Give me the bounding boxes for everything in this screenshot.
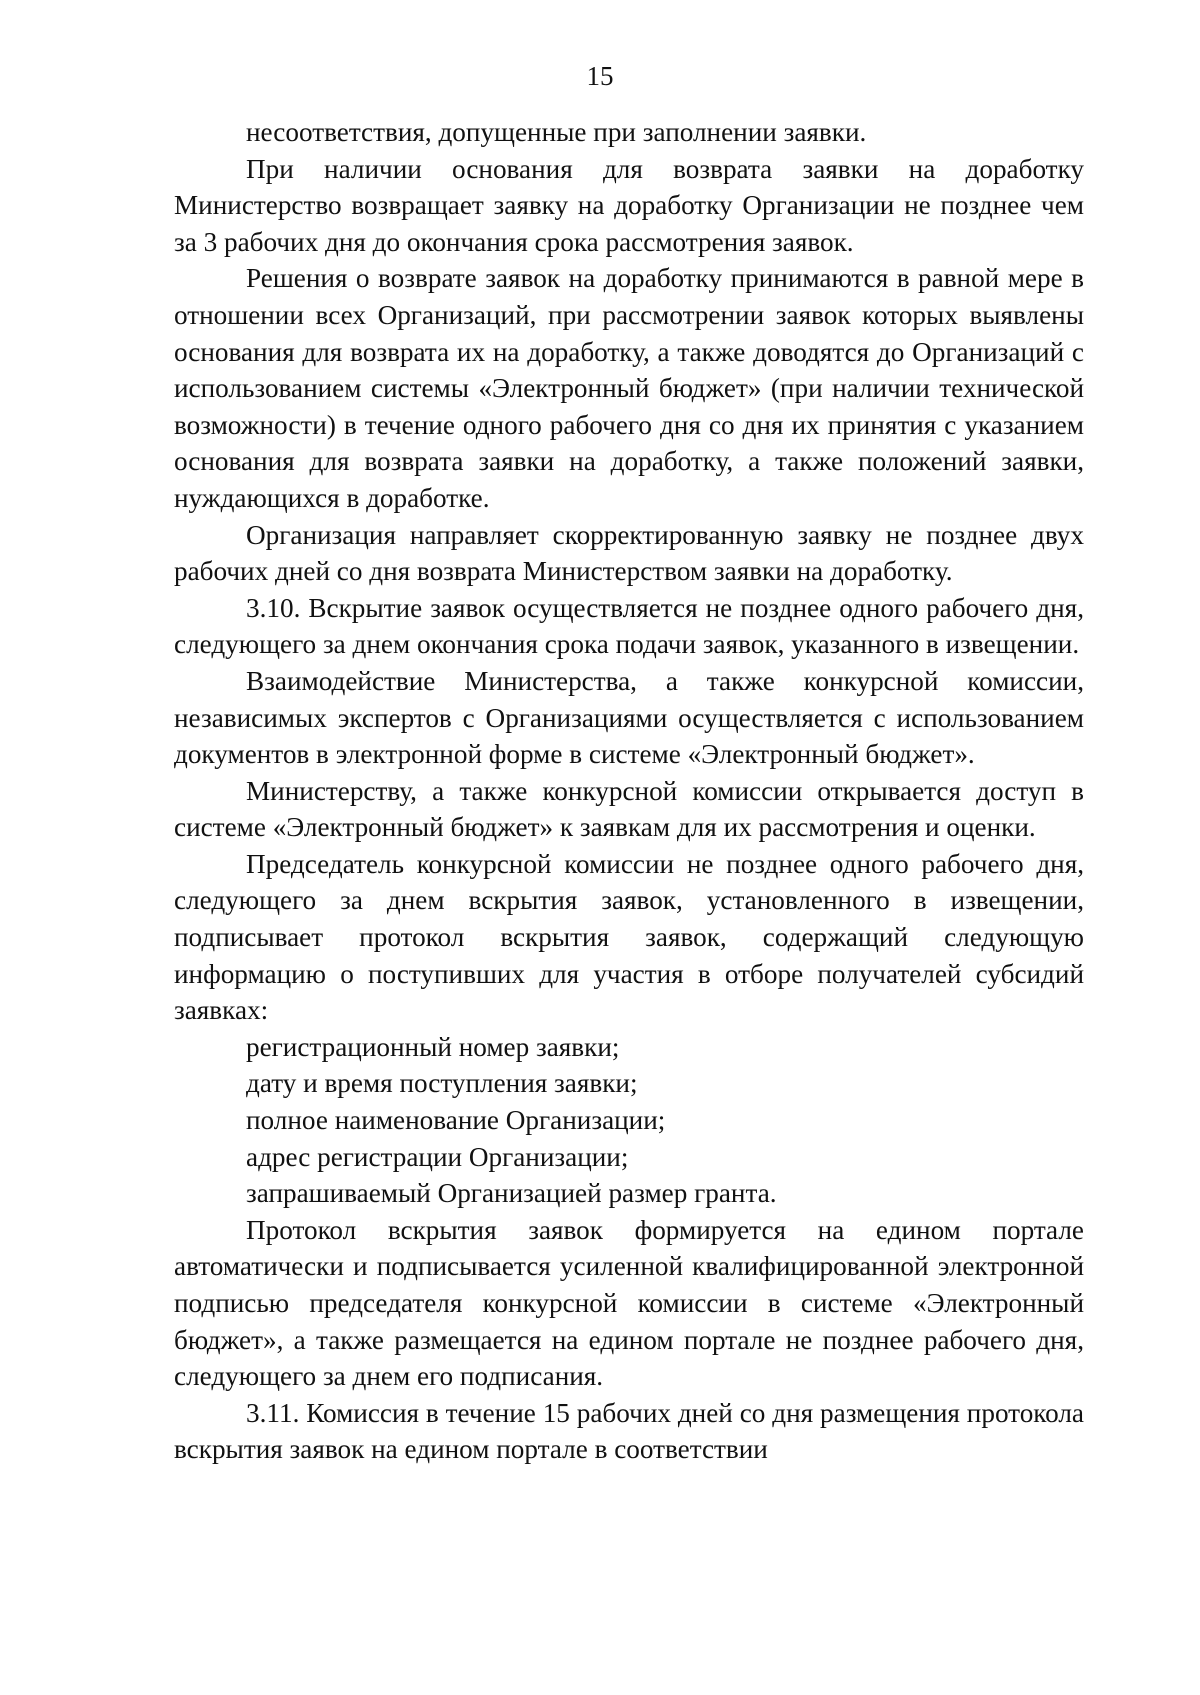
paragraph-section-3-10: 3.10. Вскрытие заявок осуществляется не позднее одного рабочего дня, следующего за днем окончания срока подачи заявок, указанного в извещении. — [174, 592, 1084, 660]
list-item: регистрационный номер заявки; — [246, 1031, 620, 1062]
list-item: запрашиваемый Организацией размер гранта. — [246, 1178, 777, 1209]
document-body — [174, 114, 1084, 1468]
paragraph-section-3-11: 3.11. Комиссия в течение 15 рабочих дней со дня размещения протокола вскрытия заявок на едином портале в соответствии — [174, 1397, 1084, 1465]
paragraph: Организация направляет скорректированную заявку не позднее двух рабочих дней со дня возврата Министерством заявки на доработку. — [174, 519, 1084, 587]
paragraph: Решения о возврате заявок на доработку принимаются в равной мере в отношении всех Организаций, при рассмотрении заявок которых выявлены основания для возврата их на доработку, а также доводятся до Организаций с использованием системы «Электронный бюджет» (при наличии технической возможности) в течение одного рабочего дня со дня их принятия с указанием основания для возврата заявки на доработку, а также положений заявки, нуждающихся в доработке. — [174, 263, 1084, 513]
paragraph: Протокол вскрытия заявок формируется на едином портале автоматически и подписывается усиленной квалифицированной электронной подписью председателя конкурсной комиссии в системе «Электронный бюджет», а также размещается на едином портале не позднее рабочего дня, следующего за днем его подписания. — [174, 1214, 1084, 1392]
page-number: 15 — [586, 61, 614, 91]
paragraph: Председатель конкурсной комиссии не позднее одного рабочего дня, следующего за днем вскрытия заявок, установленного в извещении, подписывает протокол вскрытия заявок, содержащий следующую информацию о поступивших для участия в отборе получателей субсидий заявках: — [174, 848, 1084, 1026]
paragraph: Взаимодействие Министерства, а также конкурсной комиссии, независимых экспертов с Организациями осуществляется с использованием документов в электронной форме в системе «Электронный бюджет». — [174, 665, 1084, 770]
list-item: дату и время поступления заявки; — [246, 1068, 638, 1099]
list-item: адрес регистрации Организации; — [246, 1141, 629, 1172]
paragraph: Министерству, а также конкурсной комиссии открывается доступ в системе «Электронный бюджет» к заявкам для их рассмотрения и оценки. — [174, 775, 1084, 843]
list-item: полное наименование Организации; — [246, 1105, 666, 1136]
paragraph: несоответствия, допущенные при заполнении заявки. — [246, 117, 867, 147]
paragraph: При наличии основания для возврата заявки на доработку Министерство возвращает заявку на доработку Организации не позднее чем за 3 рабочих дня до окончания срока рассмотрения заявок. — [174, 153, 1084, 257]
